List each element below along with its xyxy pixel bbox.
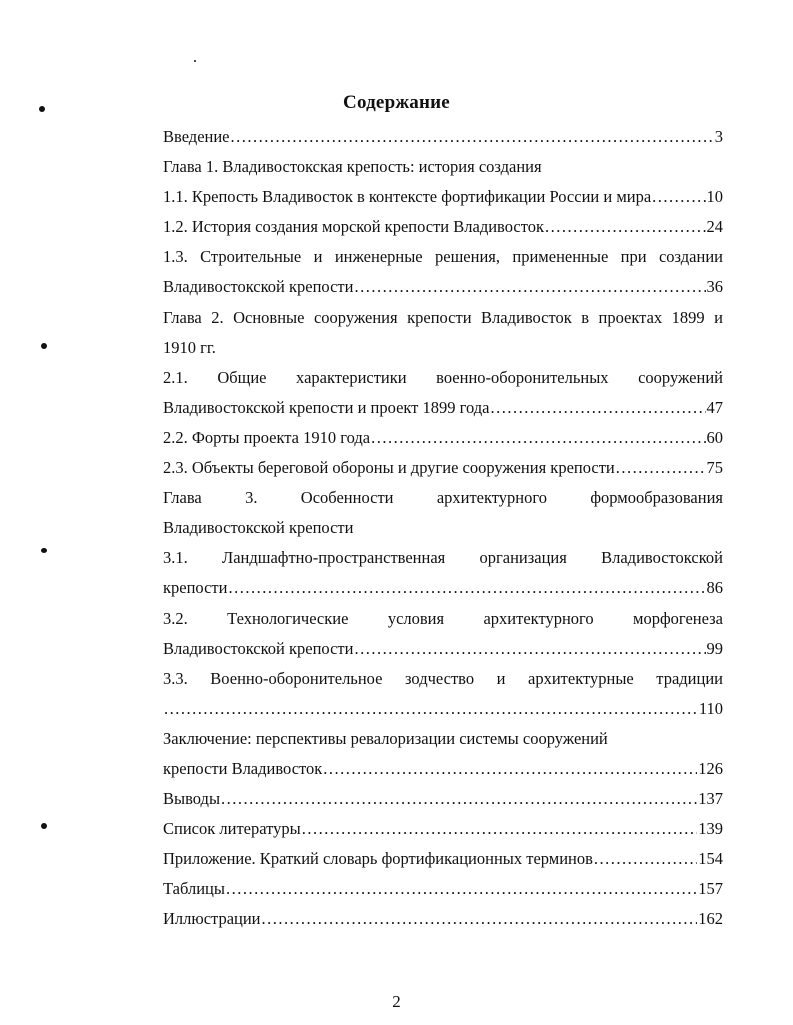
toc-entry-page: 99 — [706, 638, 723, 658]
toc-entry-text: 2.1. Общие характеристики военно-оборонительных сооружений — [163, 367, 723, 387]
toc-entry-page: 24 — [706, 217, 723, 237]
page-number: 2 — [392, 992, 401, 1011]
dot-leader — [354, 634, 705, 664]
dot-leader — [226, 874, 697, 904]
toc-entry-page: 157 — [698, 879, 723, 899]
toc-entry-text: Выводы — [163, 789, 221, 809]
toc-entry — [163, 814, 723, 844]
toc-entry-page: 110 — [698, 698, 723, 718]
dot-leader — [616, 453, 706, 483]
toc-entry — [163, 573, 723, 603]
toc-entry-page: 36 — [706, 277, 723, 297]
toc-entry-text: Глава 2. Основные сооружения крепости Владивосток в проектах 1899 и — [163, 307, 723, 327]
table-of-contents — [163, 122, 723, 935]
toc-entry — [163, 874, 723, 904]
toc-entry — [163, 784, 723, 814]
dot-leader — [221, 784, 697, 814]
toc-entry-text: 3.3. Военно-оборонительное зодчество и архитектурные традиции — [163, 668, 723, 688]
dot-leader — [323, 754, 697, 784]
scan-speck — [194, 60, 196, 62]
toc-entry-text: Введение — [163, 127, 230, 146]
toc-entry — [163, 724, 723, 754]
toc-entry-text: Иллюстрации — [163, 909, 261, 929]
toc-entry-text: Список литературы — [163, 819, 301, 839]
toc-entry — [163, 212, 723, 242]
toc-entry — [163, 363, 723, 393]
toc-entry-page: 154 — [698, 849, 723, 869]
toc-entry-page: 86 — [706, 578, 723, 598]
toc-entry — [163, 242, 723, 272]
dot-leader — [228, 573, 705, 603]
dot-leader — [262, 904, 698, 934]
toc-entry — [163, 904, 723, 934]
dot-leader — [302, 814, 698, 844]
dot-leader — [545, 212, 706, 242]
toc-entry-page: 126 — [698, 758, 723, 778]
toc-entry — [163, 152, 723, 182]
toc-entry-text: 2.3. Объекты береговой обороны и другие сооружения крепости — [163, 458, 615, 478]
scan-speck — [41, 823, 47, 829]
toc-entry — [163, 604, 723, 634]
toc-entry-text: Владивостокской крепости — [163, 518, 354, 538]
dot-leader — [231, 122, 714, 152]
dot-leader — [491, 393, 706, 423]
toc-entry-text: Владивостокской крепости и проект 1899 года — [163, 397, 490, 417]
toc-entry-page: 10 — [706, 187, 723, 207]
toc-entry-text: Владивостокской крепости — [163, 638, 354, 658]
toc-entry-text: Владивостокской крепости — [163, 277, 354, 297]
toc-entry-page: 47 — [706, 397, 723, 417]
dot-leader — [652, 182, 705, 212]
page-title: Содержание — [343, 92, 450, 113]
toc-entry — [163, 393, 723, 423]
toc-entry-text: 1.1. Крепость Владивосток в контексте фортификации России и мира — [163, 187, 652, 207]
dot-leader — [371, 423, 705, 453]
toc-entry-page: 162 — [698, 909, 723, 929]
toc-entry-text: 1910 гг. — [163, 337, 216, 357]
toc-entry-page: 75 — [706, 458, 723, 478]
scan-speck — [41, 548, 47, 553]
toc-entry-text: 3.1. Ландшафтно-пространственная организация Владивостокской — [163, 548, 723, 568]
toc-entry-text: крепости Владивосток — [163, 758, 323, 778]
toc-entry-page: 137 — [698, 789, 723, 809]
toc-entry — [163, 182, 723, 212]
scan-speck — [39, 106, 45, 112]
toc-entry-text: 1.2. История создания морской крепости Владивосток — [163, 217, 544, 237]
toc-entry-text: Таблицы — [163, 879, 225, 899]
toc-entry — [163, 844, 723, 874]
toc-entry-text: 2.2. Форты проекта 1910 года — [163, 427, 371, 447]
toc-entry — [163, 272, 723, 302]
toc-entry — [163, 423, 723, 453]
toc-entry — [163, 754, 723, 784]
toc-entry-text: Заключение: перспективы ревалоризации системы сооружений — [163, 728, 608, 748]
toc-entry — [163, 543, 723, 573]
toc-entry — [163, 122, 723, 152]
toc-entry — [163, 333, 723, 363]
dot-leader — [164, 694, 698, 724]
toc-entry — [163, 664, 723, 694]
toc-entry-page: 3 — [714, 127, 723, 146]
toc-entry-text: 1.3. Строительные и инженерные решения, примененные при создании — [163, 247, 723, 267]
dot-leader — [354, 272, 705, 302]
scan-speck — [41, 343, 47, 349]
toc-entry — [163, 303, 723, 333]
toc-entry — [163, 513, 723, 543]
toc-entry — [163, 634, 723, 664]
toc-entry-text: Приложение. Краткий словарь фортификационных терминов — [163, 849, 593, 869]
toc-entry-page: 60 — [706, 427, 723, 447]
toc-entry-text: Глава 3. Особенности архитектурного формообразования — [163, 488, 723, 508]
toc-entry-page: 139 — [698, 819, 723, 839]
toc-entry — [163, 694, 723, 724]
dot-leader — [594, 844, 697, 874]
toc-entry-text: 3.2. Технологические условия архитектурного морфогенеза — [163, 608, 723, 628]
toc-entry-text: крепости — [163, 578, 228, 598]
toc-entry-text: Глава 1. Владивостокская крепость: история создания — [163, 157, 542, 177]
toc-entry — [163, 453, 723, 483]
toc-entry — [163, 483, 723, 513]
